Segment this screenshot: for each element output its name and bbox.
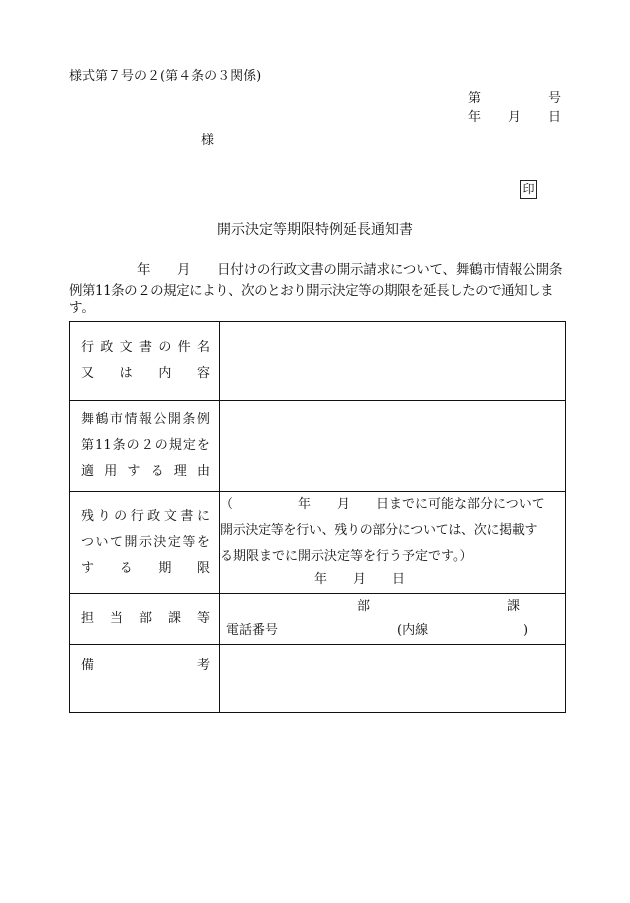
label-reason (70, 401, 220, 492)
value-remarks[interactable] (220, 645, 566, 713)
label-line: 担 当 部 課 等 (81, 611, 210, 626)
department-line-2 (226, 619, 565, 643)
value-department[interactable] (220, 594, 566, 645)
dept-label: 部 (357, 599, 371, 614)
extended-month: 月 (353, 572, 367, 587)
seal-stamp: 印 (520, 180, 537, 199)
label-deadline (70, 492, 220, 594)
label-line: す る 期 限 (81, 560, 210, 576)
phone-label: 電話番号 (226, 623, 279, 638)
open-paren: （ (220, 497, 234, 512)
body-line-2: 例第11条の２の規定により、次のとおり開示決定等の期限を延長したので通知しま (69, 283, 554, 299)
body-line-3: す。 (69, 300, 95, 316)
date-year: 年 (468, 110, 482, 125)
deadline-line-1 (220, 492, 565, 518)
deadline-line-1-rest: 日までに可能な部分について (376, 497, 545, 512)
notice-table (69, 321, 566, 713)
extension-label: (内線 (397, 623, 429, 638)
deadline-month: 月 (337, 497, 351, 512)
date-month: 月 (508, 110, 522, 125)
label-line: 備 考 (81, 658, 210, 673)
value-deadline[interactable] (220, 492, 566, 594)
value-reason[interactable] (220, 401, 566, 492)
body-year: 年 (137, 262, 151, 278)
label-line: つ い て 開 示 決 定 等 を (81, 534, 210, 550)
form-number: 様式第７号の２(第４条の３関係) (69, 69, 262, 84)
deadline-line-3: る期限までに開示決定等を行う予定です。） (220, 549, 473, 564)
deadline-line-2: 開示決定等を行い、残りの部分については、次に掲載す (220, 523, 538, 538)
date-day: 日 (548, 110, 562, 125)
section-label: 課 (507, 599, 521, 614)
recipient-suffix: 様 (201, 133, 215, 148)
label-line: 又 は 内 容 (81, 366, 210, 381)
table-row-remarks (70, 645, 566, 713)
label-line: 第 11 条 の ２ の 規 定 を (81, 438, 210, 453)
label-line: 舞 鶴 市 情 報 公 開 条 例 (81, 412, 210, 427)
body-month: 月 (177, 262, 191, 278)
value-document-name[interactable] (220, 322, 566, 401)
doc-number-suffix: 号 (548, 91, 562, 106)
label-line: 残 り の 行 政 文 書 に (81, 508, 210, 524)
label-remarks (70, 645, 220, 713)
deadline-year: 年 (298, 497, 312, 512)
extension-close: ) (523, 623, 529, 638)
label-department (70, 594, 220, 645)
body-line-1: 日付けの行政文書の開示請求について、舞鶴市情報公開条 (217, 262, 563, 278)
label-line: 行 政 文 書 の 件 名 (81, 340, 210, 355)
doc-number-prefix: 第 (468, 91, 482, 106)
department-line-1 (226, 595, 565, 619)
document-title: 開示決定等期限特例延長通知書 (217, 222, 413, 238)
extended-year: 年 (314, 572, 328, 587)
table-row-document-name (70, 322, 566, 401)
label-document-name (70, 322, 220, 401)
table-row-department (70, 594, 566, 645)
table-row-reason (70, 401, 566, 492)
deadline-line-4 (220, 570, 565, 590)
label-line: 適 用 す る 理 由 (81, 464, 210, 479)
table-row-deadline (70, 492, 566, 594)
extended-day: 日 (392, 572, 406, 587)
